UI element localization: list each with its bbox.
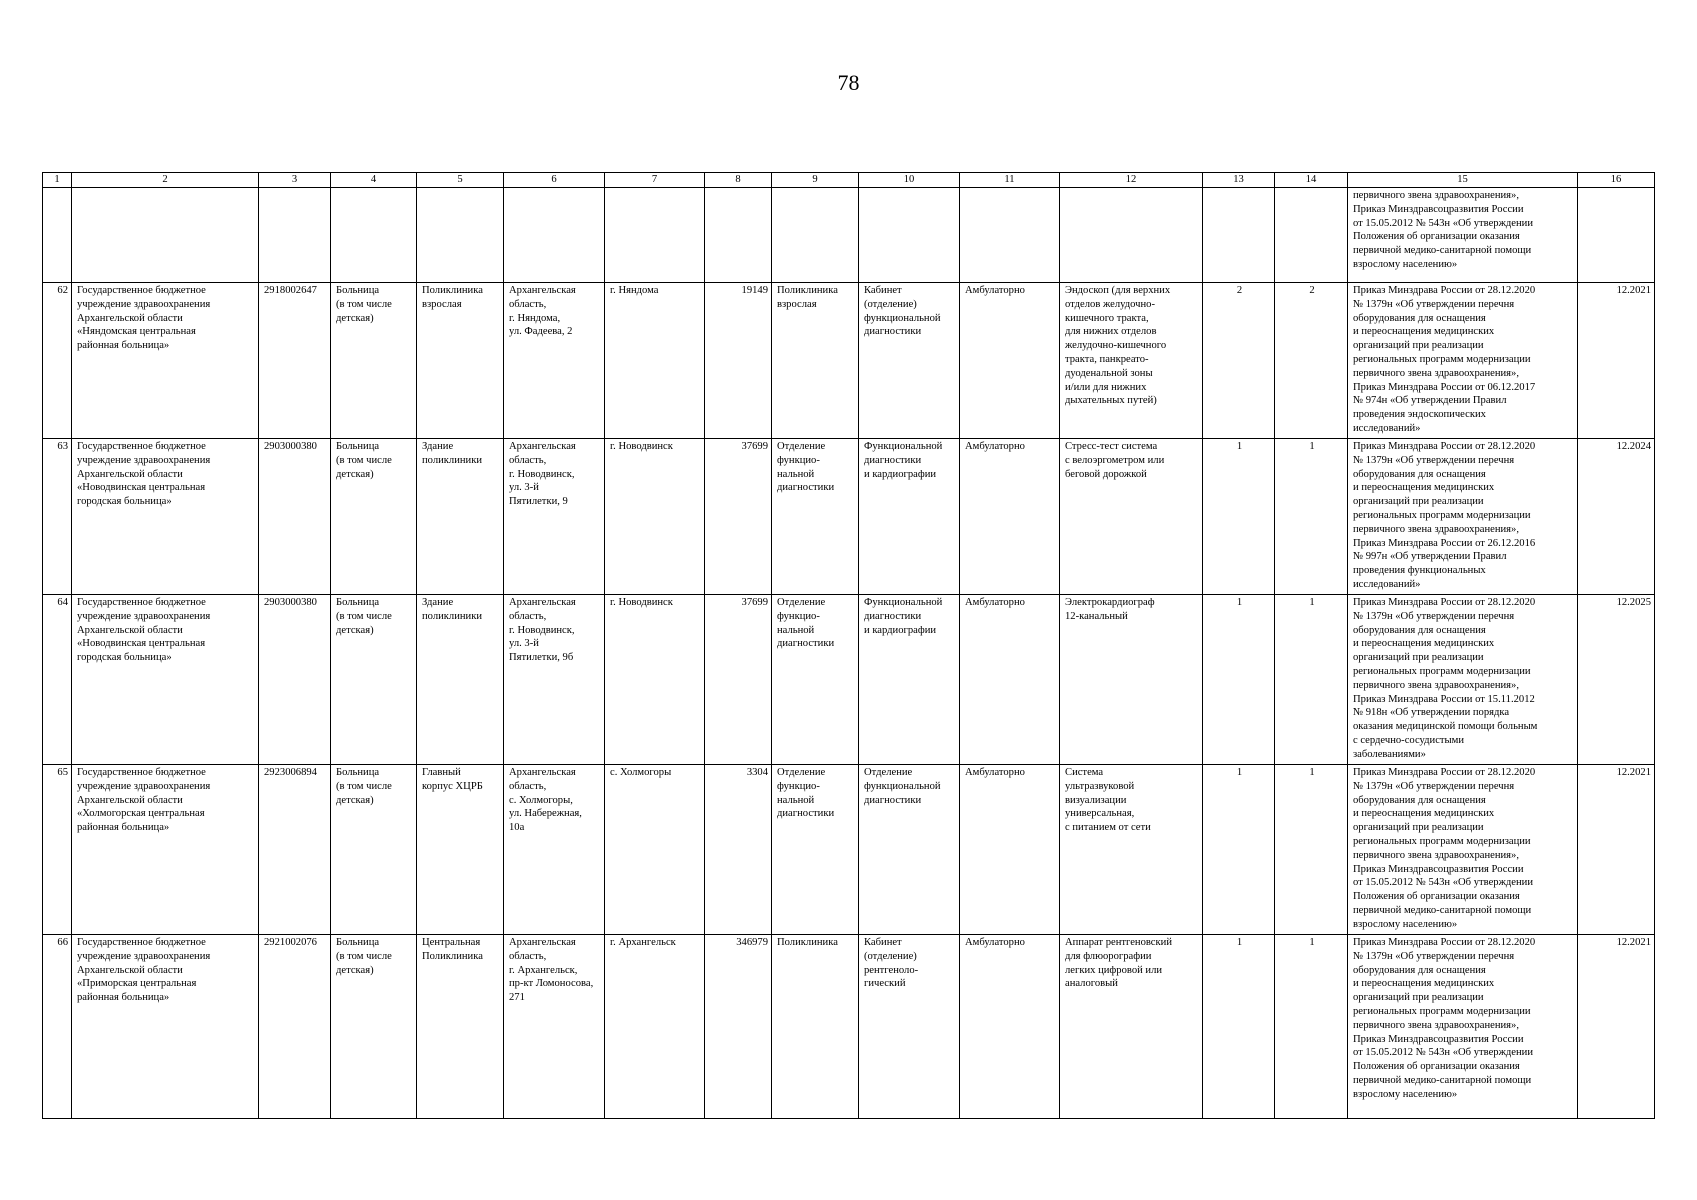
cell-org-type: Больница (в том числе детская) [331, 595, 417, 765]
cell-population: 346979 [705, 935, 772, 1119]
cell-empty [1578, 188, 1655, 283]
cell-org-type: Больница (в том числе детская) [331, 283, 417, 439]
cell-empty [859, 188, 960, 283]
column-number: 14 [1275, 173, 1348, 188]
cell-address: Архангельская область, с. Холмогоры, ул. Набережная, 10а [504, 765, 605, 935]
table-row [43, 765, 1655, 935]
cell-care-form: Амбулаторно [960, 439, 1060, 595]
cell-quantity: 1 [1275, 595, 1348, 765]
cell-quantity: 2 [1203, 283, 1275, 439]
cell-date: 12.2024 [1578, 439, 1655, 595]
column-number: 16 [1578, 173, 1655, 188]
cell-quantity: 1 [1275, 439, 1348, 595]
cell-quantity: 1 [1275, 935, 1348, 1119]
column-number: 11 [960, 173, 1060, 188]
cell-organization: Государственное бюджетное учреждение здравоохранения Архангельской области «Холмогорская центральная районная больница» [72, 765, 259, 935]
cell-empty [705, 188, 772, 283]
cell-date: 12.2021 [1578, 765, 1655, 935]
column-number: 4 [331, 173, 417, 188]
column-number: 2 [72, 173, 259, 188]
cell-building: Центральная Поликлиника [417, 935, 504, 1119]
column-number: 3 [259, 173, 331, 188]
cell-organization: Государственное бюджетное учреждение здравоохранения Архангельской области «Приморская центральная районная больница» [72, 935, 259, 1119]
cell-quantity: 1 [1203, 595, 1275, 765]
cell-date: 12.2025 [1578, 595, 1655, 765]
cell-department: Отделение функциональной диагностики [859, 765, 960, 935]
cell-unit: Поликлиника взрослая [772, 283, 859, 439]
cell-org-type: Больница (в том числе детская) [331, 439, 417, 595]
cell-empty [1203, 188, 1275, 283]
cell-organization: Государственное бюджетное учреждение здравоохранения Архангельской области «Новодвинская центральная городская больница» [72, 595, 259, 765]
column-number-row [43, 173, 1655, 188]
cell-department: Функциональной диагностики и кардиографии [859, 595, 960, 765]
cell-inn: 2903000380 [259, 595, 331, 765]
table-row [43, 439, 1655, 595]
cell-quantity: 1 [1203, 935, 1275, 1119]
column-number: 5 [417, 173, 504, 188]
column-number: 12 [1060, 173, 1203, 188]
cell-department: Кабинет (отделение) рентгеноло- гический [859, 935, 960, 1119]
cell-address: Архангельская область, г. Новодвинск, ул. 3-й Пятилетки, 9б [504, 595, 605, 765]
cell-inn: 2918002647 [259, 283, 331, 439]
cell-care-form: Амбулаторно [960, 935, 1060, 1119]
column-number: 15 [1348, 173, 1578, 188]
cell-address: Архангельская область, г. Няндома, ул. Фадеева, 2 [504, 283, 605, 439]
column-number: 13 [1203, 173, 1275, 188]
cell-building: Поликлиника взрослая [417, 283, 504, 439]
cell-equipment: Система ультразвуковой визуализации универсальная, с питанием от сети [1060, 765, 1203, 935]
cell-equipment: Аппарат рентгеновский для флюорографии легких цифровой или аналоговый [1060, 935, 1203, 1119]
cell-empty [1060, 188, 1203, 283]
cell-building: Здание поликлиники [417, 595, 504, 765]
cell-inn: 2921002076 [259, 935, 331, 1119]
cell-regulation: Приказ Минздрава России от 28.12.2020 № 1379н «Об утверждении перечня оборудования для оснащения и переоснащения медицинских организаций при реализации региональных программ модернизации первичного звена здравоохранения», Приказ Минздравсоцразвития России от 15.05.2012 № 543н «Об утверждении Положения об организации оказания первичной медико-санитарной помощи взрослому населению» [1348, 765, 1578, 935]
cell-empty [960, 188, 1060, 283]
continuation-row [43, 188, 1655, 283]
cell-empty [772, 188, 859, 283]
cell-population: 19149 [705, 283, 772, 439]
cell-locality: с. Холмогоры [605, 765, 705, 935]
cell-regulation: первичного звена здравоохранения», Приказ Минздравсоцразвития России от 15.05.2012 № 543н «Об утверждении Положения об организации оказания первичной медико-санитарной помощи взрослому населению» [1348, 188, 1578, 283]
cell-population: 3304 [705, 765, 772, 935]
cell-empty [1275, 188, 1348, 283]
cell-row-number: 64 [43, 595, 72, 765]
cell-empty [259, 188, 331, 283]
cell-inn: 2923006894 [259, 765, 331, 935]
cell-locality: г. Няндома [605, 283, 705, 439]
cell-equipment: Стресс-тест система с велоэргометром или беговой дорожкой [1060, 439, 1203, 595]
cell-regulation: Приказ Минздрава России от 28.12.2020 № 1379н «Об утверждении перечня оборудования для оснащения и переоснащения медицинских организаций при реализации региональных программ модернизации первичного звена здравоохранения», Приказ Минздравсоцразвития России от 15.05.2012 № 543н «Об утверждении Положения об организации оказания первичной медико-санитарной помощи взрослому населению» [1348, 935, 1578, 1119]
cell-care-form: Амбулаторно [960, 765, 1060, 935]
cell-empty [605, 188, 705, 283]
cell-inn: 2903000380 [259, 439, 331, 595]
cell-empty [72, 188, 259, 283]
cell-row-number: 65 [43, 765, 72, 935]
cell-population: 37699 [705, 439, 772, 595]
cell-care-form: Амбулаторно [960, 595, 1060, 765]
cell-regulation: Приказ Минздрава России от 28.12.2020 № 1379н «Об утверждении перечня оборудования для оснащения и переоснащения медицинских организаций при реализации региональных программ модернизации первичного звена здравоохранения», Приказ Минздрава России от 26.12.2016 № 997н «Об утверждении Правил проведения функциональных исследований» [1348, 439, 1578, 595]
cell-regulation: Приказ Минздрава России от 28.12.2020 № 1379н «Об утверждении перечня оборудования для оснащения и переоснащения медицинских организаций при реализации региональных программ модернизации первичного звена здравоохранения», Приказ Минздрава России от 15.11.2012 № 918н «Об утверждении порядка оказания медицинской помощи больным с сердечно-сосудистыми заболеваниями» [1348, 595, 1578, 765]
cell-date: 12.2021 [1578, 283, 1655, 439]
cell-address: Архангельская область, г. Архангельск, пр-кт Ломоносова, 271 [504, 935, 605, 1119]
column-number: 7 [605, 173, 705, 188]
table-row [43, 283, 1655, 439]
cell-row-number: 63 [43, 439, 72, 595]
cell-care-form: Амбулаторно [960, 283, 1060, 439]
cell-org-type: Больница (в том числе детская) [331, 765, 417, 935]
cell-locality: г. Новодвинск [605, 439, 705, 595]
cell-unit: Поликлиника [772, 935, 859, 1119]
cell-regulation: Приказ Минздрава России от 28.12.2020 № 1379н «Об утверждении перечня оборудования для оснащения и переоснащения медицинских организаций при реализации региональных программ модернизации первичного звена здравоохранения», Приказ Минздрава России от 06.12.2017 № 974н «Об утверждении Правил проведения эндоскопических исследований» [1348, 283, 1578, 439]
table-body [43, 173, 1655, 1119]
cell-quantity: 2 [1275, 283, 1348, 439]
cell-organization: Государственное бюджетное учреждение здравоохранения Архангельской области «Няндомская центральная районная больница» [72, 283, 259, 439]
cell-unit: Отделение функцио- нальной диагностики [772, 439, 859, 595]
column-number: 10 [859, 173, 960, 188]
cell-locality: г. Архангельск [605, 935, 705, 1119]
cell-locality: г. Новодвинск [605, 595, 705, 765]
column-number: 8 [705, 173, 772, 188]
cell-quantity: 1 [1275, 765, 1348, 935]
column-number: 6 [504, 173, 605, 188]
cell-building: Здание поликлиники [417, 439, 504, 595]
cell-address: Архангельская область, г. Новодвинск, ул. 3-й Пятилетки, 9 [504, 439, 605, 595]
cell-department: Функциональной диагностики и кардиографии [859, 439, 960, 595]
cell-organization: Государственное бюджетное учреждение здравоохранения Архангельской области «Новодвинская центральная городская больница» [72, 439, 259, 595]
cell-building: Главный корпус ХЦРБ [417, 765, 504, 935]
equipment-table [42, 172, 1655, 1119]
cell-department: Кабинет (отделение) функциональной диагностики [859, 283, 960, 439]
cell-empty [331, 188, 417, 283]
cell-row-number: 62 [43, 283, 72, 439]
cell-unit: Отделение функцио- нальной диагностики [772, 595, 859, 765]
cell-org-type: Больница (в том числе детская) [331, 935, 417, 1119]
cell-quantity: 1 [1203, 765, 1275, 935]
table-row [43, 935, 1655, 1119]
cell-quantity: 1 [1203, 439, 1275, 595]
table-row [43, 595, 1655, 765]
cell-equipment: Электрокардиограф 12-канальный [1060, 595, 1203, 765]
cell-row-number: 66 [43, 935, 72, 1119]
cell-equipment: Эндоскоп (для верхних отделов желудочно- кишечного тракта, для нижних отделов желудочно-кишечного тракта, панкреато- дуоденальной зоны и/или для нижних дыхательных путей) [1060, 283, 1203, 439]
cell-empty [504, 188, 605, 283]
cell-date: 12.2021 [1578, 935, 1655, 1119]
page-number: 78 [837, 70, 860, 95]
cell-empty [43, 188, 72, 283]
column-number: 9 [772, 173, 859, 188]
column-number: 1 [43, 173, 72, 188]
cell-unit: Отделение функцио- нальной диагностики [772, 765, 859, 935]
cell-empty [417, 188, 504, 283]
cell-population: 37699 [705, 595, 772, 765]
